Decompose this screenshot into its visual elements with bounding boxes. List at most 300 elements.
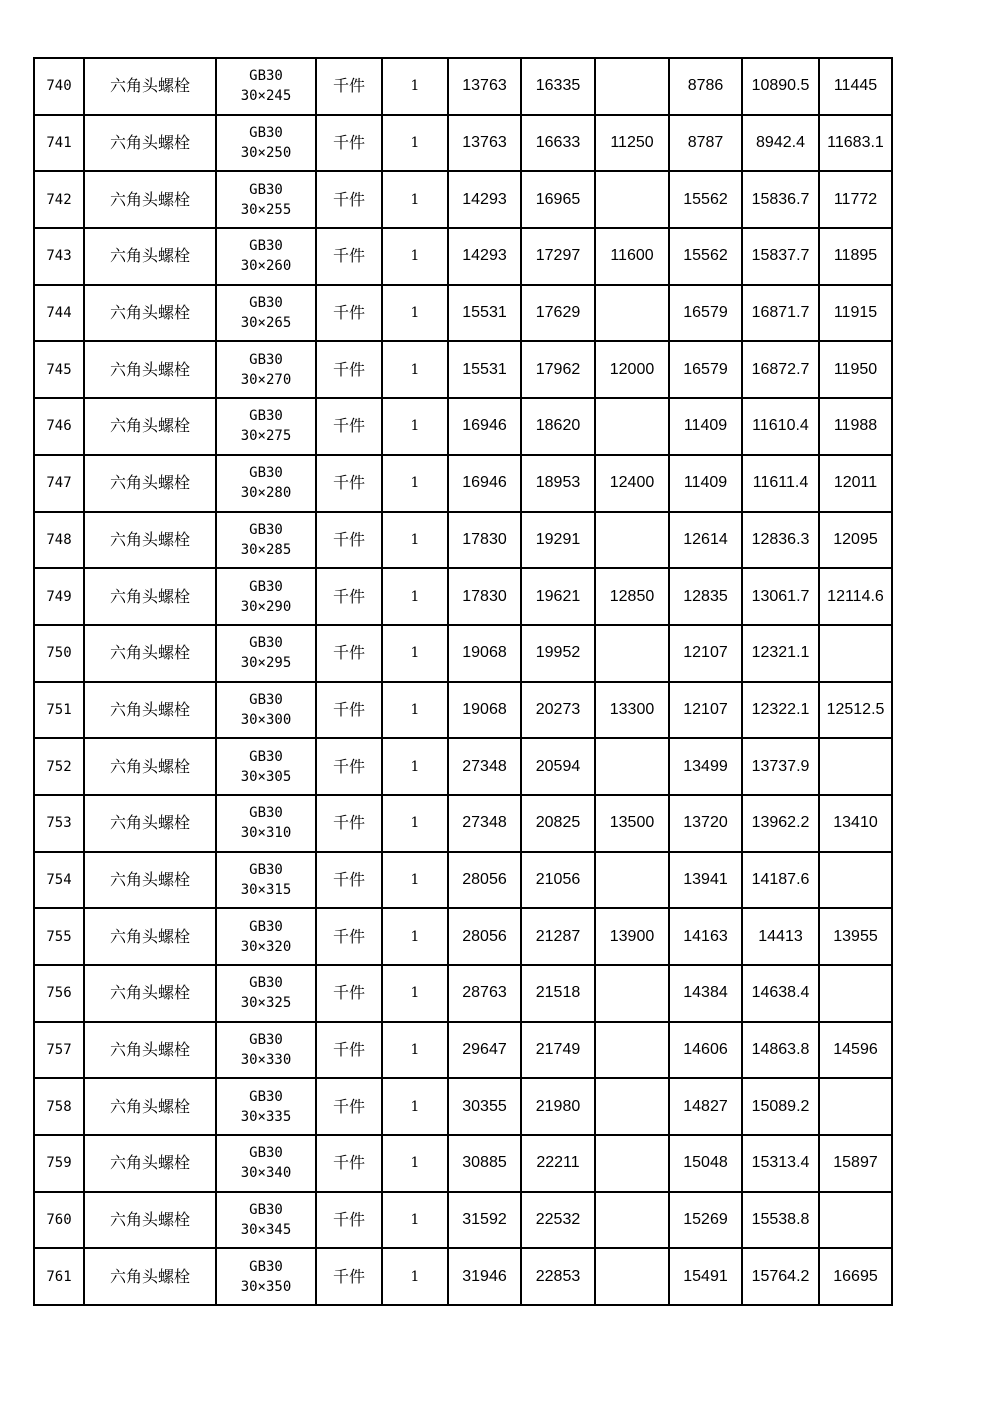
- spec-cell: [216, 1192, 316, 1249]
- price-cell-3: 12850: [595, 568, 669, 625]
- unit-cell: 千件: [316, 228, 382, 285]
- quantity-cell: 1: [382, 341, 448, 398]
- price-cell-2: 22853: [521, 1248, 595, 1305]
- price-cell-2: 17629: [521, 285, 595, 342]
- spec-size: 30×330: [240, 1052, 292, 1069]
- item-name-cell: 六角头螺栓: [84, 58, 216, 115]
- unit-cell: 千件: [316, 908, 382, 965]
- unit-cell: 千件: [316, 852, 382, 909]
- item-number-cell: 741: [34, 115, 84, 172]
- price-cell-1: 16946: [448, 398, 521, 455]
- spec-standard: GB30: [249, 295, 283, 312]
- spec-standard: GB30: [249, 1202, 283, 1219]
- table-row: [34, 738, 892, 795]
- item-number-cell: 747: [34, 455, 84, 512]
- item-name-cell: 六角头螺栓: [84, 1248, 216, 1305]
- price-cell-5: 16872.7: [742, 341, 819, 398]
- price-cell-5: 11611.4: [742, 455, 819, 512]
- spec-standard: GB30: [249, 691, 283, 708]
- unit-cell: 千件: [316, 625, 382, 682]
- price-cell-2: 18620: [521, 398, 595, 455]
- spec-cell: [216, 965, 316, 1022]
- item-name-cell: 六角头螺栓: [84, 965, 216, 1022]
- spec-standard: GB30: [249, 1088, 283, 1105]
- spec-size: 30×310: [240, 825, 292, 842]
- price-cell-2: 17962: [521, 341, 595, 398]
- price-cell-2: 16335: [521, 58, 595, 115]
- price-cell-1: 14293: [448, 171, 521, 228]
- price-cell-1: 13763: [448, 58, 521, 115]
- price-cell-6: [819, 738, 892, 795]
- price-cell-1: 27348: [448, 795, 521, 852]
- price-cell-3: [595, 512, 669, 569]
- spec-size: 30×350: [240, 1278, 292, 1295]
- item-number-cell: 754: [34, 852, 84, 909]
- unit-cell: 千件: [316, 1022, 382, 1079]
- price-cell-6: 11988: [819, 398, 892, 455]
- table-row: [34, 228, 892, 285]
- table-row: [34, 908, 892, 965]
- price-cell-4: 8786: [669, 58, 742, 115]
- price-cell-6: 12512.5: [819, 682, 892, 739]
- price-cell-1: 16946: [448, 455, 521, 512]
- price-cell-6: 11445: [819, 58, 892, 115]
- price-cell-6: 13955: [819, 908, 892, 965]
- quantity-cell: 1: [382, 795, 448, 852]
- spec-standard: GB30: [249, 918, 283, 935]
- spec-size: 30×275: [240, 428, 292, 445]
- price-cell-5: 15837.7: [742, 228, 819, 285]
- price-cell-1: 28056: [448, 908, 521, 965]
- price-cell-1: 19068: [448, 682, 521, 739]
- spec-cell: [216, 738, 316, 795]
- price-cell-4: 14606: [669, 1022, 742, 1079]
- price-cell-4: 8787: [669, 115, 742, 172]
- price-cell-2: 21518: [521, 965, 595, 1022]
- spec-cell: [216, 682, 316, 739]
- price-cell-3: [595, 398, 669, 455]
- price-cell-4: 15491: [669, 1248, 742, 1305]
- price-cell-2: 16633: [521, 115, 595, 172]
- spec-standard: GB30: [249, 1032, 283, 1049]
- price-cell-3: 13500: [595, 795, 669, 852]
- price-cell-5: 14187.6: [742, 852, 819, 909]
- price-cell-3: [595, 1192, 669, 1249]
- quantity-cell: 1: [382, 512, 448, 569]
- price-cell-6: [819, 1078, 892, 1135]
- table-row: [34, 852, 892, 909]
- spec-cell: [216, 568, 316, 625]
- spec-size: 30×295: [240, 655, 292, 672]
- quantity-cell: 1: [382, 908, 448, 965]
- price-cell-4: 14163: [669, 908, 742, 965]
- item-name-cell: 六角头螺栓: [84, 228, 216, 285]
- spec-cell: [216, 1135, 316, 1192]
- spec-size: 30×290: [240, 598, 292, 615]
- spec-standard: GB30: [249, 805, 283, 822]
- spec-standard: GB30: [249, 351, 283, 368]
- item-name-cell: 六角头螺栓: [84, 625, 216, 682]
- item-number-cell: 752: [34, 738, 84, 795]
- price-cell-2: 16965: [521, 171, 595, 228]
- price-cell-3: 11250: [595, 115, 669, 172]
- item-number-cell: 760: [34, 1192, 84, 1249]
- table-row: [34, 512, 892, 569]
- table-row: [34, 285, 892, 342]
- item-number-cell: 750: [34, 625, 84, 682]
- price-cell-5: 15836.7: [742, 171, 819, 228]
- price-cell-2: 19621: [521, 568, 595, 625]
- spec-standard: GB30: [249, 578, 283, 595]
- spec-size: 30×285: [240, 541, 292, 558]
- price-cell-2: 20273: [521, 682, 595, 739]
- price-cell-1: 30885: [448, 1135, 521, 1192]
- price-cell-3: 13900: [595, 908, 669, 965]
- price-cell-2: 17297: [521, 228, 595, 285]
- item-number-cell: 756: [34, 965, 84, 1022]
- price-cell-1: 31592: [448, 1192, 521, 1249]
- spec-cell: [216, 1078, 316, 1135]
- price-cell-4: 13941: [669, 852, 742, 909]
- price-cell-4: 12107: [669, 682, 742, 739]
- spec-standard: GB30: [249, 1258, 283, 1275]
- price-cell-1: 31946: [448, 1248, 521, 1305]
- spec-cell: [216, 58, 316, 115]
- price-cell-6: 14596: [819, 1022, 892, 1079]
- spec-standard: GB30: [249, 125, 283, 142]
- item-number-cell: 761: [34, 1248, 84, 1305]
- item-name-cell: 六角头螺栓: [84, 738, 216, 795]
- spec-cell: [216, 908, 316, 965]
- price-cell-4: 12835: [669, 568, 742, 625]
- price-cell-6: [819, 1192, 892, 1249]
- spec-standard: GB30: [249, 748, 283, 765]
- price-cell-5: 13061.7: [742, 568, 819, 625]
- spec-cell: [216, 341, 316, 398]
- item-number-cell: 749: [34, 568, 84, 625]
- price-cell-4: 15048: [669, 1135, 742, 1192]
- unit-cell: 千件: [316, 1135, 382, 1192]
- price-cell-5: 13737.9: [742, 738, 819, 795]
- price-cell-4: 15562: [669, 228, 742, 285]
- quantity-cell: 1: [382, 625, 448, 682]
- item-name-cell: 六角头螺栓: [84, 1078, 216, 1135]
- price-cell-4: 15269: [669, 1192, 742, 1249]
- price-cell-2: 21749: [521, 1022, 595, 1079]
- quantity-cell: 1: [382, 171, 448, 228]
- spec-standard: GB30: [249, 1145, 283, 1162]
- item-number-cell: 748: [34, 512, 84, 569]
- unit-cell: 千件: [316, 1078, 382, 1135]
- price-cell-6: 12114.6: [819, 568, 892, 625]
- price-cell-2: 18953: [521, 455, 595, 512]
- price-cell-6: [819, 625, 892, 682]
- unit-cell: 千件: [316, 682, 382, 739]
- price-cell-1: 14293: [448, 228, 521, 285]
- table-row: [34, 682, 892, 739]
- price-cell-3: [595, 1078, 669, 1135]
- price-cell-1: 17830: [448, 568, 521, 625]
- item-number-cell: 753: [34, 795, 84, 852]
- item-name-cell: 六角头螺栓: [84, 1192, 216, 1249]
- unit-cell: 千件: [316, 1248, 382, 1305]
- price-cell-5: 12836.3: [742, 512, 819, 569]
- price-cell-2: 19291: [521, 512, 595, 569]
- item-name-cell: 六角头螺栓: [84, 795, 216, 852]
- quantity-cell: 1: [382, 965, 448, 1022]
- price-cell-1: 13763: [448, 115, 521, 172]
- price-cell-4: 15562: [669, 171, 742, 228]
- price-cell-5: 10890.5: [742, 58, 819, 115]
- unit-cell: 千件: [316, 341, 382, 398]
- spec-cell: [216, 285, 316, 342]
- spec-size: 30×315: [240, 881, 292, 898]
- spec-standard: GB30: [249, 521, 283, 538]
- spec-standard: GB30: [249, 68, 283, 85]
- unit-cell: 千件: [316, 1192, 382, 1249]
- item-number-cell: 746: [34, 398, 84, 455]
- item-number-cell: 740: [34, 58, 84, 115]
- quantity-cell: 1: [382, 682, 448, 739]
- price-cell-6: 12011: [819, 455, 892, 512]
- item-name-cell: 六角头螺栓: [84, 852, 216, 909]
- price-cell-5: 8942.4: [742, 115, 819, 172]
- price-cell-3: [595, 171, 669, 228]
- unit-cell: 千件: [316, 738, 382, 795]
- quantity-cell: 1: [382, 285, 448, 342]
- quantity-cell: 1: [382, 1135, 448, 1192]
- price-cell-5: 14413: [742, 908, 819, 965]
- item-name-cell: 六角头螺栓: [84, 1022, 216, 1079]
- item-number-cell: 758: [34, 1078, 84, 1135]
- spec-standard: GB30: [249, 975, 283, 992]
- item-name-cell: 六角头螺栓: [84, 908, 216, 965]
- price-cell-4: 16579: [669, 341, 742, 398]
- spec-cell: [216, 852, 316, 909]
- price-cell-3: [595, 58, 669, 115]
- spec-cell: [216, 228, 316, 285]
- item-number-cell: 755: [34, 908, 84, 965]
- price-cell-6: 16695: [819, 1248, 892, 1305]
- spec-standard: GB30: [249, 465, 283, 482]
- spec-size: 30×325: [240, 995, 292, 1012]
- unit-cell: 千件: [316, 512, 382, 569]
- price-cell-5: 14863.8: [742, 1022, 819, 1079]
- spec-size: 30×250: [240, 145, 292, 162]
- spec-size: 30×260: [240, 258, 292, 275]
- price-cell-2: 22211: [521, 1135, 595, 1192]
- price-cell-1: 28763: [448, 965, 521, 1022]
- quantity-cell: 1: [382, 58, 448, 115]
- table-row: [34, 58, 892, 115]
- price-cell-5: 15764.2: [742, 1248, 819, 1305]
- table-row: [34, 965, 892, 1022]
- price-cell-3: 12000: [595, 341, 669, 398]
- quantity-cell: 1: [382, 228, 448, 285]
- quantity-cell: 1: [382, 398, 448, 455]
- spec-cell: [216, 625, 316, 682]
- price-cell-6: 11772: [819, 171, 892, 228]
- price-cell-1: 30355: [448, 1078, 521, 1135]
- table-row: [34, 341, 892, 398]
- price-cell-4: 12107: [669, 625, 742, 682]
- table-row: [34, 171, 892, 228]
- spec-cell: [216, 171, 316, 228]
- item-number-cell: 743: [34, 228, 84, 285]
- price-cell-5: 14638.4: [742, 965, 819, 1022]
- item-name-cell: 六角头螺栓: [84, 1135, 216, 1192]
- price-cell-6: 13410: [819, 795, 892, 852]
- unit-cell: 千件: [316, 115, 382, 172]
- unit-cell: 千件: [316, 171, 382, 228]
- price-table: [33, 57, 893, 1306]
- quantity-cell: 1: [382, 1248, 448, 1305]
- spec-standard: GB30: [249, 408, 283, 425]
- item-number-cell: 757: [34, 1022, 84, 1079]
- table-row: [34, 398, 892, 455]
- table-row: [34, 625, 892, 682]
- price-cell-3: [595, 1022, 669, 1079]
- spec-size: 30×245: [240, 88, 292, 105]
- quantity-cell: 1: [382, 455, 448, 512]
- price-cell-3: [595, 1135, 669, 1192]
- price-cell-1: 19068: [448, 625, 521, 682]
- item-number-cell: 759: [34, 1135, 84, 1192]
- spec-cell: [216, 512, 316, 569]
- price-cell-5: 12321.1: [742, 625, 819, 682]
- price-cell-6: [819, 965, 892, 1022]
- unit-cell: 千件: [316, 965, 382, 1022]
- spec-size: 30×255: [240, 201, 292, 218]
- unit-cell: 千件: [316, 795, 382, 852]
- table-row: [34, 1192, 892, 1249]
- price-cell-5: 13962.2: [742, 795, 819, 852]
- table-row: [34, 455, 892, 512]
- item-number-cell: 745: [34, 341, 84, 398]
- table-row: [34, 115, 892, 172]
- quantity-cell: 1: [382, 568, 448, 625]
- item-number-cell: 742: [34, 171, 84, 228]
- table-row: [34, 1135, 892, 1192]
- item-name-cell: 六角头螺栓: [84, 512, 216, 569]
- unit-cell: 千件: [316, 398, 382, 455]
- item-name-cell: 六角头螺栓: [84, 115, 216, 172]
- quantity-cell: 1: [382, 738, 448, 795]
- table-body: [34, 58, 892, 1305]
- price-cell-5: 15538.8: [742, 1192, 819, 1249]
- quantity-cell: 1: [382, 1022, 448, 1079]
- item-name-cell: 六角头螺栓: [84, 341, 216, 398]
- spec-cell: [216, 795, 316, 852]
- item-number-cell: 744: [34, 285, 84, 342]
- spec-size: 30×270: [240, 371, 292, 388]
- price-cell-5: 12322.1: [742, 682, 819, 739]
- price-cell-1: 17830: [448, 512, 521, 569]
- item-name-cell: 六角头螺栓: [84, 398, 216, 455]
- spec-cell: [216, 1022, 316, 1079]
- item-name-cell: 六角头螺栓: [84, 455, 216, 512]
- price-cell-3: [595, 1248, 669, 1305]
- price-cell-6: 11915: [819, 285, 892, 342]
- price-cell-4: 14827: [669, 1078, 742, 1135]
- price-cell-6: 12095: [819, 512, 892, 569]
- spec-standard: GB30: [249, 181, 283, 198]
- spec-size: 30×345: [240, 1222, 292, 1239]
- unit-cell: 千件: [316, 58, 382, 115]
- quantity-cell: 1: [382, 1078, 448, 1135]
- item-name-cell: 六角头螺栓: [84, 682, 216, 739]
- price-cell-4: 11409: [669, 455, 742, 512]
- spec-size: 30×340: [240, 1165, 292, 1182]
- price-cell-6: 11950: [819, 341, 892, 398]
- table-row: [34, 568, 892, 625]
- price-cell-3: 12400: [595, 455, 669, 512]
- price-cell-2: 21287: [521, 908, 595, 965]
- price-cell-5: 16871.7: [742, 285, 819, 342]
- price-cell-2: 20594: [521, 738, 595, 795]
- price-cell-2: 21980: [521, 1078, 595, 1135]
- price-cell-4: 12614: [669, 512, 742, 569]
- item-name-cell: 六角头螺栓: [84, 285, 216, 342]
- price-cell-3: [595, 285, 669, 342]
- spec-cell: [216, 115, 316, 172]
- quantity-cell: 1: [382, 1192, 448, 1249]
- price-cell-4: 14384: [669, 965, 742, 1022]
- price-cell-1: 27348: [448, 738, 521, 795]
- price-cell-6: 11895: [819, 228, 892, 285]
- price-cell-4: 16579: [669, 285, 742, 342]
- price-cell-4: 13720: [669, 795, 742, 852]
- item-name-cell: 六角头螺栓: [84, 568, 216, 625]
- table-row: [34, 795, 892, 852]
- price-cell-2: 20825: [521, 795, 595, 852]
- spec-standard: GB30: [249, 861, 283, 878]
- price-cell-3: 11600: [595, 228, 669, 285]
- price-cell-6: 11683.1: [819, 115, 892, 172]
- spec-size: 30×265: [240, 315, 292, 332]
- quantity-cell: 1: [382, 852, 448, 909]
- price-cell-5: 11610.4: [742, 398, 819, 455]
- price-cell-1: 15531: [448, 341, 521, 398]
- spec-size: 30×300: [240, 711, 292, 728]
- unit-cell: 千件: [316, 285, 382, 342]
- spec-size: 30×305: [240, 768, 292, 785]
- unit-cell: 千件: [316, 568, 382, 625]
- price-cell-6: [819, 852, 892, 909]
- price-cell-4: 13499: [669, 738, 742, 795]
- price-cell-2: 22532: [521, 1192, 595, 1249]
- price-cell-3: [595, 965, 669, 1022]
- unit-cell: 千件: [316, 455, 382, 512]
- price-cell-1: 15531: [448, 285, 521, 342]
- spec-size: 30×280: [240, 485, 292, 502]
- price-cell-5: 15089.2: [742, 1078, 819, 1135]
- price-cell-4: 11409: [669, 398, 742, 455]
- price-cell-2: 21056: [521, 852, 595, 909]
- price-cell-1: 29647: [448, 1022, 521, 1079]
- price-cell-1: 28056: [448, 852, 521, 909]
- spec-cell: [216, 455, 316, 512]
- price-cell-3: [595, 625, 669, 682]
- table-row: [34, 1022, 892, 1079]
- quantity-cell: 1: [382, 115, 448, 172]
- item-name-cell: 六角头螺栓: [84, 171, 216, 228]
- price-cell-2: 19952: [521, 625, 595, 682]
- spec-standard: GB30: [249, 238, 283, 255]
- price-cell-6: 15897: [819, 1135, 892, 1192]
- spec-size: 30×320: [240, 938, 292, 955]
- price-cell-3: 13300: [595, 682, 669, 739]
